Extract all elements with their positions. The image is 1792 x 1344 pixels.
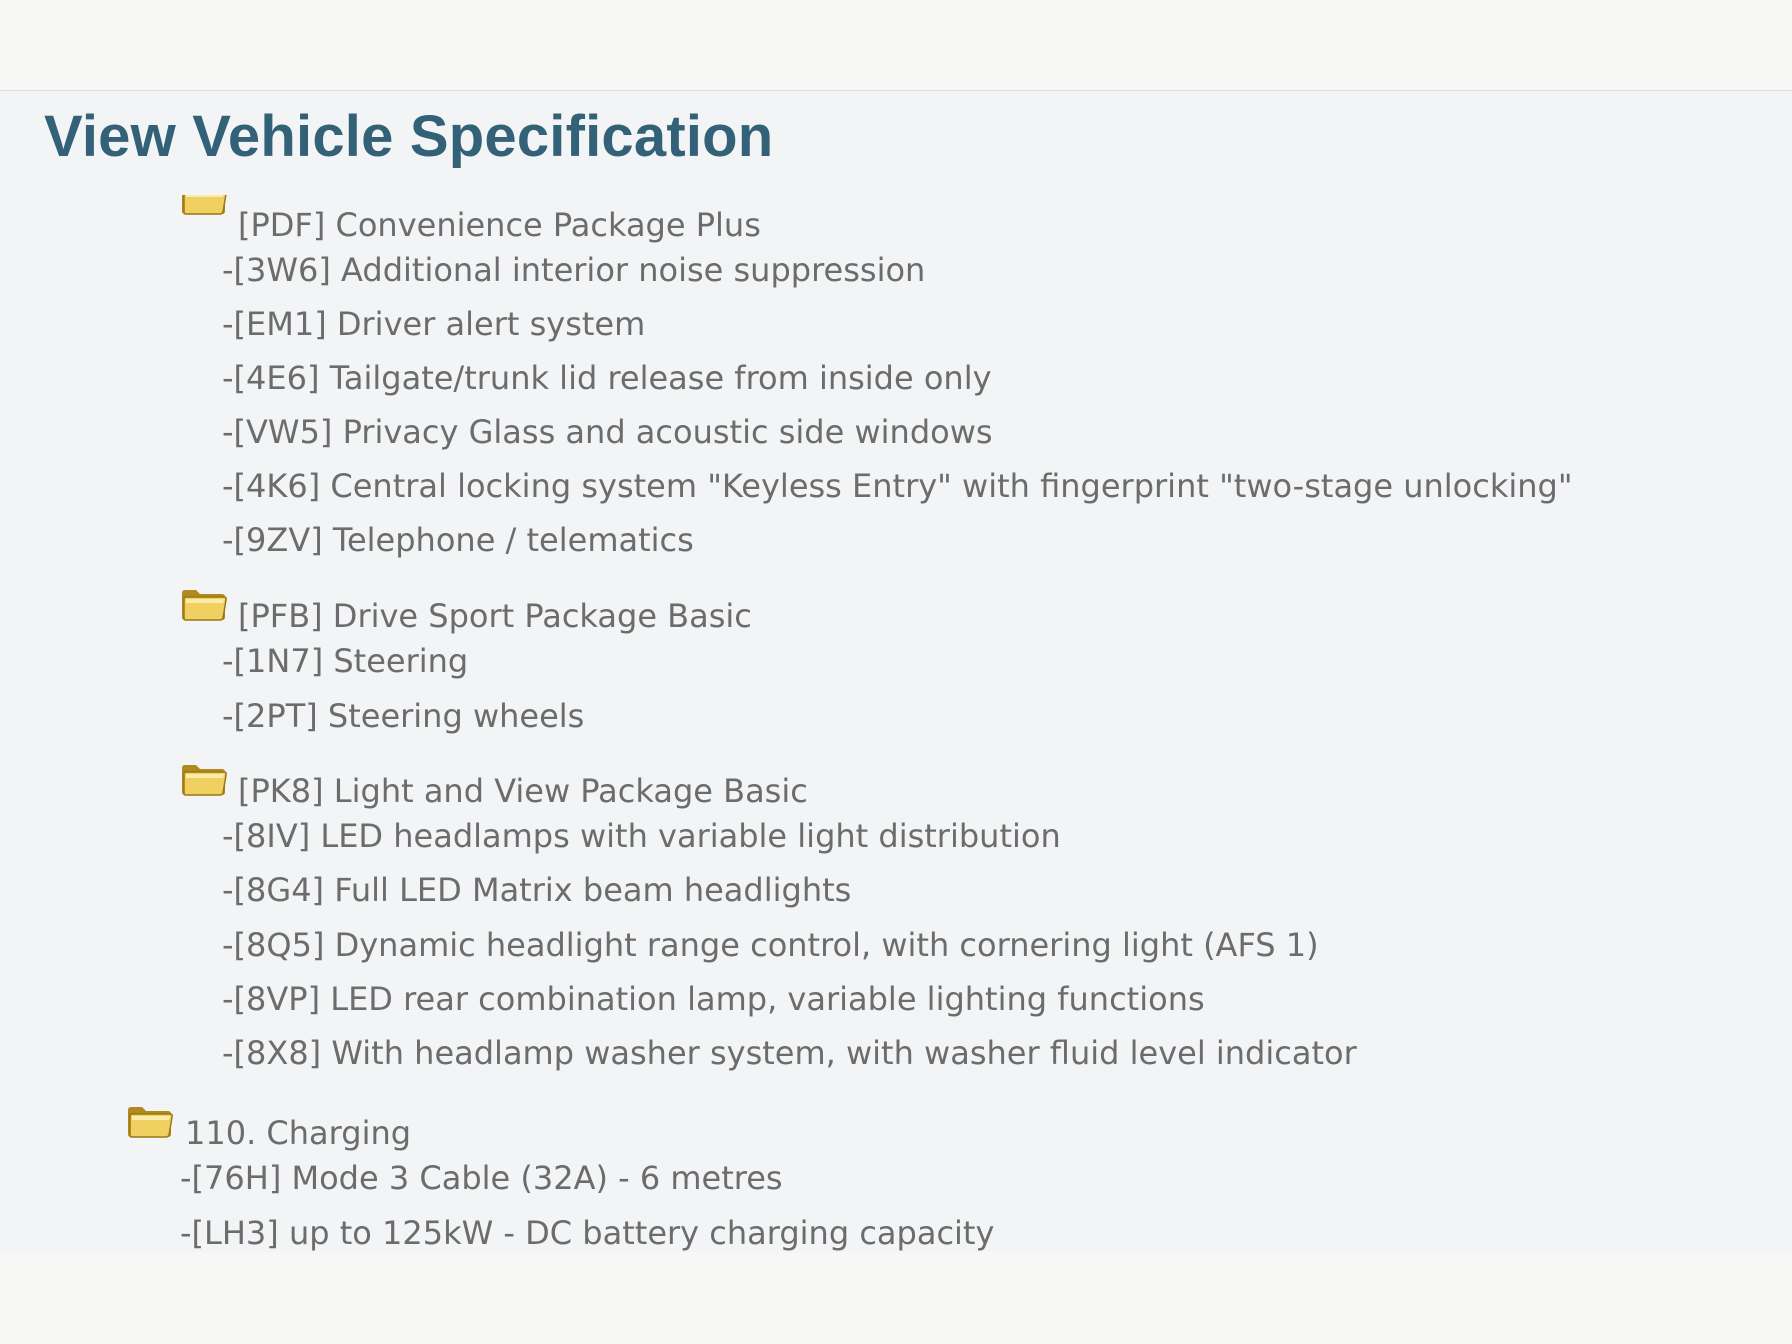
list-item: -[8G4] Full LED Matrix beam headlights	[222, 871, 852, 909]
list-item: -[4K6] Central locking system "Keyless Entry" with fingerprint "two-stage unlocking"	[222, 467, 1573, 505]
list-item: -[1N7] Steering	[222, 642, 469, 680]
specification-tree	[0, 91, 1792, 1252]
list-item: -[8VP] LED rear combination lamp, variable lighting functions	[222, 980, 1205, 1018]
folder-icon	[180, 195, 228, 217]
group-label-charging[interactable]: 110. Charging	[185, 1114, 412, 1152]
list-item: -[EM1] Driver alert system	[222, 305, 646, 343]
group-label-pk8[interactable]: [PK8] Light and View Package Basic	[238, 772, 808, 810]
folder-icon	[126, 1104, 174, 1140]
list-item: -[8IV] LED headlamps with variable light distribution	[222, 817, 1061, 855]
group-label-pdf[interactable]: [PDF] Convenience Package Plus	[238, 206, 761, 244]
list-item: -[LH3] up to 125kW - DC battery charging capacity	[180, 1214, 995, 1252]
content-panel	[0, 91, 1792, 1252]
list-item: -[3W6] Additional interior noise suppression	[222, 251, 926, 289]
top-bar	[0, 0, 1792, 91]
bottom-bar	[0, 1252, 1792, 1344]
list-item: -[4E6] Tailgate/trunk lid release from inside only	[222, 359, 992, 397]
page-title: View Vehicle Specification	[44, 104, 774, 169]
list-item: -[76H] Mode 3 Cable (32A) - 6 metres	[180, 1159, 783, 1197]
list-item: -[9ZV] Telephone / telematics	[222, 521, 694, 559]
group-label-pfb[interactable]: [PFB] Drive Sport Package Basic	[238, 597, 752, 635]
list-item: -[8Q5] Dynamic headlight range control, with cornering light (AFS 1)	[222, 926, 1319, 964]
folder-icon	[180, 762, 228, 798]
folder-icon	[180, 587, 228, 623]
list-item: -[8X8] With headlamp washer system, with washer fluid level indicator	[222, 1034, 1357, 1072]
list-item: -[VW5] Privacy Glass and acoustic side windows	[222, 413, 993, 451]
list-item: -[2PT] Steering wheels	[222, 697, 585, 735]
